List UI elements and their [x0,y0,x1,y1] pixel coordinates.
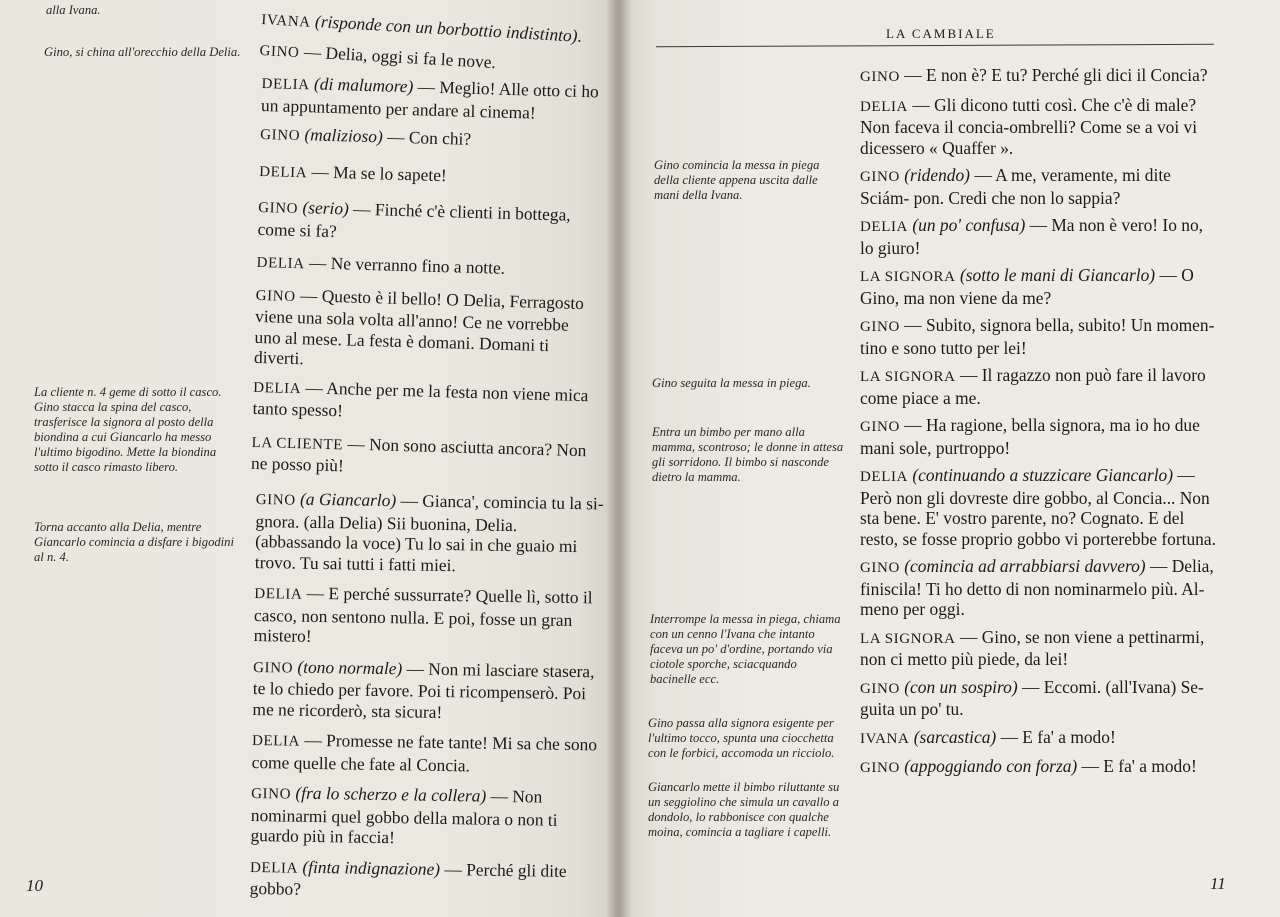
dialogue-line: GINO (appoggiando con forza) — E fa' a modo! [860,756,1197,776]
dialogue-line: GINO — Delia, oggi si fa le nove. [259,40,497,72]
dialogue-line: LA SIGNORA — Il ragazzo non può fare il lavoro come piace a me. [860,365,1206,408]
dialogue-line: IVANA (sarcastica) — E fa' a modo! [860,726,1116,747]
dialogue-line: DELIA (continuando a stuzzicare Giancarlo) — Però non gli dovreste dire gobbo, al Concia... Non sta bene. E' vostro parente, no? Cognato. E del resto, se fosse proprio gobbo vi porterebbe fortuna. [860,465,1216,549]
page-number: 11 [1210,874,1226,893]
dialogue-line: IVANA (risponde con un borbottio indistinto). [260,11,583,46]
dialogue-line: LA SIGNORA — Gino, se non viene a pettinarmi, non ci metto più piede, da lei! [860,626,1205,669]
stage-note: Giancarlo mette il bimbo riluttante su un seggiolino che simula un cavallo a dondolo, lo rabbonisce con qualche moina, comincia a tagliare i capelli. [648,780,840,839]
dialogue-line: GINO (comincia ad arrabbiarsi davvero) — Delia, finiscila! Ti ho detto di non nominarmelo più. Al- meno per oggi. [860,556,1214,619]
right-page [618,0,1280,917]
stage-note: Torna accanto alla Delia, mentre Giancarlo comincia a disfare i bigodini al n. 4. [34,520,234,564]
dialogue-line: GINO — Ha ragione, bella signora, ma io ho due mani sole, purtroppo! [860,415,1200,458]
dialogue-block [259,8,591,79]
stage-note: Interrompe la messa in piega, chiama con un cenno l'Ivana che intanto faceva un po' d'ordine, portando via ciotole sporche, sciacquando bacinelle ecc. [650,612,841,686]
page-number: 10 [26,876,43,895]
dialogue-line: GINO — Subito, signora bella, subito! Un momen- tino e sono tutto per lei! [860,315,1215,358]
dialogue-line: DELIA (di malumore) — Meglio! Alle otto ci ho un appuntamento per andare al cinema! [260,73,600,123]
dialogue-line: GINO (serio) — Finché c'è clienti in bottega, come si fa? [257,197,571,241]
left-page [0,0,628,917]
dialogue-block [250,488,606,904]
stage-note: alla Ivana. [46,3,101,17]
dialogue-block [251,72,602,483]
dialogue-line: GINO — Questo è il bello! O Delia, Ferragosto viene una sola volta all'anno! Ce ne vorrebbe uno al mese. La festa è domani. Domani ti diverti. [253,284,585,369]
dialogue-line: DELIA — Anche per me la festa non viene mica tanto spesso! [252,376,589,421]
dialogue-line: DELIA — Ne verranno fino a notte. [256,252,506,278]
running-header: LA CAMBIALE [886,26,996,41]
dialogue-line: LA SIGNORA (sotto le mani di Giancarlo) — O Gino, ma non viene da me? [860,265,1194,308]
dialogue-line: DELIA (finta indignazione) — Perché gli dite gobbo? [249,856,567,899]
dialogue-line: LA CLIENTE — Non sono asciutta ancora? Non ne posso più! [250,433,587,476]
book-gutter [606,0,632,917]
dialogue-line: GINO — E non è? E tu? Perché gli dici il Concia? [860,65,1208,85]
stage-note: Gino seguita la messa in piega. [652,376,811,390]
dialogue-line: GINO (a Giancarlo) — Gianca', comincia tu la si- gnora. (alla Delia) Sii buonina, Delia. (abbassando la voce) Tu lo sai in che guaio mi trovo. Tu sai tutti i fatti miei. [254,488,604,575]
dialogue-line: DELIA — Ma se lo sapete! [258,160,448,185]
stage-note: La cliente n. 4 geme di sotto il casco. Gino stacca la spina del casco, trasferisce la signora al posto della biondina a cui Giancarlo ha messo l'ultimo bigodino. Mette la biondina sotto il casco rimasto libero. [34,385,222,474]
dialogue-line: DELIA — Gli dicono tutti così. Che c'è di male? Non faceva il concia-ombrelli? Come se a voi vi dicessero « Quaffer ». [860,94,1198,158]
stage-note: Gino passa alla signora esigente per l'ultimo tocco, spunta una ciocchetta con le forbici, accomoda un ricciolo. [648,716,835,760]
dialogue-line: GINO (ridendo) — A me, veramente, mi dite Sciám- pon. Credi che non lo sappia? [860,165,1171,208]
dialogue-line: DELIA — E perché sussurrate? Quelle lì, sotto il casco, non sentono nulla. E poi, fosse un gran mistero! [253,582,593,646]
dialogue-line: GINO (fra lo scherzo e la collera) — Non nominarmi quel gobbo della malora o non ti guardo più in faccia! [250,782,558,848]
dialogue-block [860,65,1220,779]
dialogue-line: DELIA (un po' confusa) — Ma non è vero! Io no, lo giuro! [860,215,1203,258]
header-rule [656,44,1214,47]
stage-note: Gino, si china all'orecchio della Delia. [44,45,241,59]
stage-note: Entra un bimbo per mano alla mamma, scontroso; le donne in attesa gli sorridono. Il bimbo si nasconde dietro la mamma. [652,425,844,484]
dialogue-line: DELIA — Promesse ne fate tante! Mi sa che sono come quelle che fate al Concia. [251,729,598,775]
stage-note: Gino comincia la messa in piega della cliente appena uscita dalle mani della Ivana. [654,158,820,202]
dialogue-line: GINO (malizioso) — Con chi? [260,124,472,149]
dialogue-line: GINO (con un sospiro) — Eccomi. (all'Ivana) Se- guita un po' tu. [860,676,1204,719]
dialogue-line: GINO (tono normale) — Non mi lasciare stasera, te lo chiedo per favore. Poi ti ricompenserò. Poi me ne ricorderò, sta sicura! [252,656,595,722]
